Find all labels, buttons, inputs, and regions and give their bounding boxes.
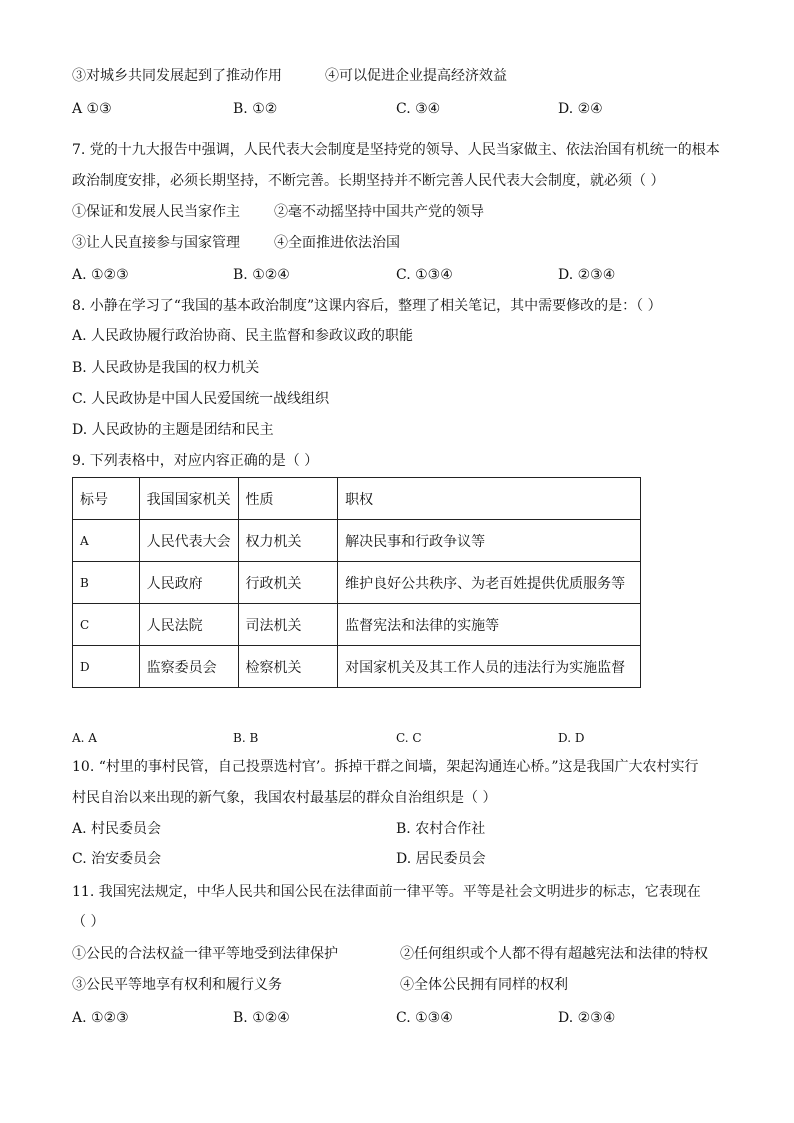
q10-option-d: D. 居民委员会 <box>396 851 486 867</box>
table-cell: 人民法院 <box>139 604 238 646</box>
table-row <box>73 646 641 688</box>
q11-statement-2: ②任何组织或个人都不得有超越宪法和法律的特权 <box>400 946 708 962</box>
table-row <box>73 562 641 604</box>
q10-option-c: C. 治安委员会 <box>72 851 162 867</box>
table-header-cell: 性质 <box>238 478 338 520</box>
table-cell: B <box>73 562 140 604</box>
q8-option-b: B. 人民政协是我国的权力机关 <box>72 360 260 376</box>
q7-statement-4: ④全面推进依法治国 <box>274 235 400 251</box>
q7-option-b: B. ①②④ <box>233 267 290 283</box>
q9-option-a: A. A <box>72 731 97 745</box>
q11-option-c: C. ①③④ <box>396 1010 453 1026</box>
q6-statement-4: ④可以促进企业提高经济效益 <box>325 68 507 84</box>
q7-option-c: C. ①③④ <box>396 267 453 283</box>
table-cell: 行政机关 <box>238 562 338 604</box>
q6-option-b: B. ①② <box>233 101 278 117</box>
table-header-cell: 我国国家机关 <box>139 478 238 520</box>
q7-option-d: D. ②③④ <box>558 267 616 283</box>
q8-stem: 8. 小静在学习了“我国的基本政治制度”这课内容后，整理了相关笔记，其中需要修改的是：（ ） <box>72 298 662 314</box>
q9-table <box>72 477 641 688</box>
q8-option-a: A. 人民政协履行政治协商、民主监督和参政议政的职能 <box>72 328 414 344</box>
q11-stem-line-2: （ ） <box>72 914 105 930</box>
table-cell: 监察委员会 <box>139 646 238 688</box>
q11-option-d: D. ②③④ <box>558 1010 616 1026</box>
q10-stem-line-1: 10. “村里的事村民管，自己投票选村官’。拆掉干群之间墙，架起沟通连心桥。”这是我国广大农村实行 <box>72 759 699 775</box>
table-header-row <box>73 478 641 520</box>
q7-option-a: A. ①②③ <box>72 267 129 283</box>
table-cell: D <box>73 646 140 688</box>
q7-statement-3: ③让人民直接参与国家管理 <box>72 235 240 251</box>
table-row <box>73 604 641 646</box>
table-cell: C <box>73 604 140 646</box>
q8-option-d: D. 人民政协的主题是团结和民主 <box>72 422 274 438</box>
q8-option-c: C. 人民政协是中国人民爱国统一战线组织 <box>72 391 330 407</box>
table-cell: 人民政府 <box>139 562 238 604</box>
q9-option-b: B. B <box>233 731 259 745</box>
table-row <box>73 520 641 562</box>
q6-option-c: C. ③④ <box>396 101 441 117</box>
q9-stem: 9. 下列表格中，对应内容正确的是（ ） <box>72 453 319 469</box>
q11-statement-3: ③公民平等地享有权利和履行义务 <box>72 977 282 993</box>
q11-stem-line-1: 11. 我国宪法规定，中华人民共和国公民在法律面前一律平等。平等是社会文明进步的标志，它表现在 <box>72 884 701 900</box>
table-header-cell: 标号 <box>73 478 140 520</box>
q11-option-b: B. ①②④ <box>233 1010 290 1026</box>
q6-option-a: A ①③ <box>72 101 112 117</box>
table-cell: 对国家机关及其工作人员的违法行为实施监督 <box>338 646 641 688</box>
q11-statement-1: ①公民的合法权益一律平等地受到法律保护 <box>72 946 338 962</box>
q7-stem-line-1: 7. 党的十九大报告中强调，人民代表大会制度是坚持党的领导、人民当家做主、依法治国有机统一的根本 <box>72 142 720 158</box>
table-cell: 权力机关 <box>238 520 338 562</box>
table-cell: 检察机关 <box>238 646 338 688</box>
q11-statement-4: ④全体公民拥有同样的权利 <box>400 977 568 993</box>
table-cell: 人民代表大会 <box>139 520 238 562</box>
q10-stem-line-2: 村民自治以来出现的新气象，我国农村最基层的群众自治组织是（ ） <box>72 790 497 806</box>
q7-statement-1: ①保证和发展人民当家作主 <box>72 204 240 220</box>
table-cell: A <box>73 520 140 562</box>
q11-option-a: A. ①②③ <box>72 1010 129 1026</box>
q7-statement-2: ②毫不动摇坚持中国共产党的领导 <box>274 204 484 220</box>
q10-option-b: B. 农村合作社 <box>396 821 486 837</box>
table-cell: 维护良好公共秩序、为老百姓提供优质服务等 <box>338 562 641 604</box>
q7-stem-line-2: 政治制度安排，必须长期坚持，不断完善。长期坚持并不断完善人民代表大会制度，就必须（ ） <box>72 173 665 189</box>
q9-option-d: D. D <box>558 731 585 745</box>
q6-statement-3: ③对城乡共同发展起到了推动作用 <box>72 68 282 84</box>
q9-option-c: C. C <box>396 731 422 745</box>
q10-option-a: A. 村民委员会 <box>72 821 162 837</box>
table-cell: 司法机关 <box>238 604 338 646</box>
table-cell: 解决民事和行政争议等 <box>338 520 641 562</box>
table-header-cell: 职权 <box>338 478 641 520</box>
q6-option-d: D. ②④ <box>558 101 603 117</box>
table-cell: 监督宪法和法律的实施等 <box>338 604 641 646</box>
